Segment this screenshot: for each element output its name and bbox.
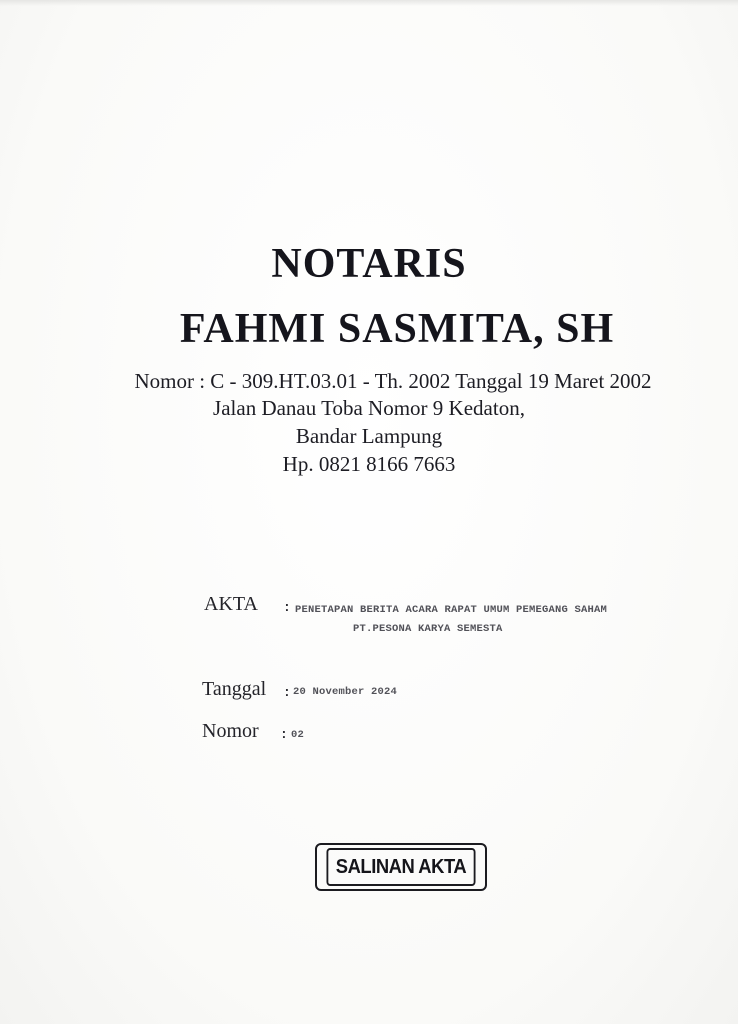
tanggal-colon: : xyxy=(283,685,291,700)
notary-title: NOTARIS xyxy=(271,241,467,287)
address-street: Jalan Danau Toba Nomor 9 Kedaton, xyxy=(213,396,525,420)
akta-value-line2: PT.PESONA KARYA SEMESTA xyxy=(353,623,503,635)
notary-name: FAHMI SASMITA, SH xyxy=(179,306,615,352)
akta-value-line1: PENETAPAN BERITA ACARA RAPAT UMUM PEMEGANG SAHAM xyxy=(295,604,608,616)
phone-number: Hp. 0821 8166 7663 xyxy=(282,452,456,476)
address-city: Bandar Lampung xyxy=(295,424,443,448)
tanggal-value: 20 November 2024 xyxy=(293,686,398,698)
tanggal-label: Tanggal xyxy=(202,678,267,700)
nomor-label: Nomor xyxy=(202,720,259,742)
akta-label: AKTA xyxy=(204,593,258,615)
salinan-akta-label: SALINAN AKTA xyxy=(326,848,475,886)
registration-number: Nomor : C - 309.HT.03.01 - Th. 2002 Tanggal 19 Maret 2002 xyxy=(134,369,652,393)
salinan-akta-stamp xyxy=(315,843,487,891)
nomor-value: 02 xyxy=(291,729,305,741)
akta-colon: : xyxy=(283,600,291,615)
scan-edge-shadow xyxy=(0,0,738,6)
nomor-colon: : xyxy=(280,727,288,742)
